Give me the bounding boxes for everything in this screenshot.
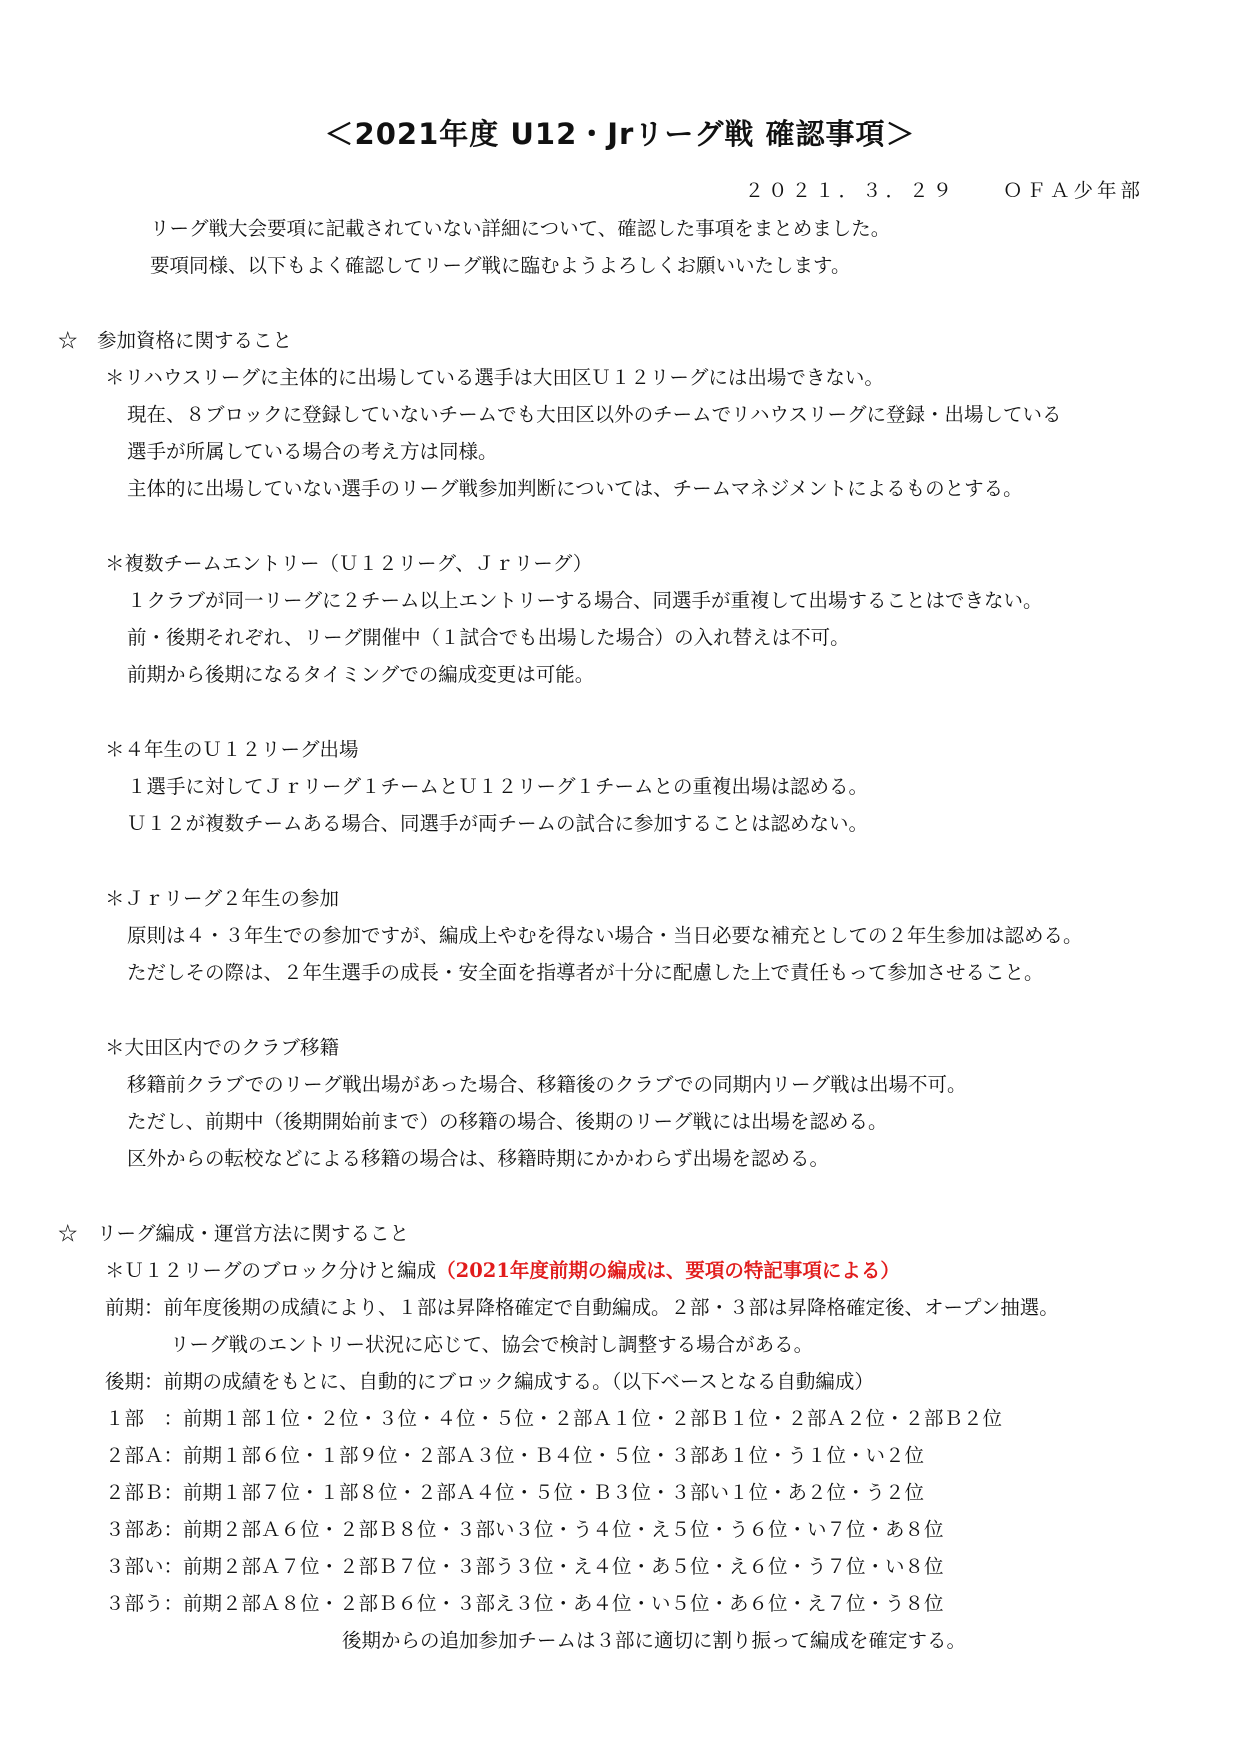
first-half-rule-note: リーグ戦のエントリー状況に応じて、協会で検討し調整する場合がある。 [170,1333,814,1356]
division-3i-composition: ３部い：前期２部Ａ７位・２部Ｂ７位・３部う３位・え４位・あ５位・え６位・う７位・い８位 [105,1555,944,1578]
date-and-organization: ２０２１．３．２９ ＯＦＡ少年部 [744,179,1144,202]
intro-line-1: リーグ戦大会要項に記載されていない詳細について、確認した事項をまとめました。 [150,217,891,240]
section-heading-league-organization: ☆ リーグ編成・運営方法に関すること [58,1222,410,1245]
division-3u-composition: ３部う：前期２部Ａ８位・２部Ｂ６位・３部え３位・あ４位・い５位・あ６位・え７位・う８位 [105,1592,944,1615]
eligibility-multiple-entry-item: ＊複数チームエントリー（Ｕ１２リーグ、Ｊｒリーグ） [105,552,593,575]
eligibility-transfer-text: 区外からの転校などによる移籍の場合は、移籍時期にかかわらず出場を認める。 [127,1147,830,1170]
eligibility-transfer-text: 移籍前クラブでのリーグ戦出場があった場合、移籍後のクラブでの同期内リーグ戦は出場不可。 [127,1073,967,1096]
eligibility-multiple-entry-text: 前期から後期になるタイミングでの編成変更は可能。 [127,663,595,686]
eligibility-multiple-entry-text: 前・後期それぞれ、リーグ開催中（１試合でも出場した場合）の入れ替えは不可。 [127,626,850,649]
eligibility-transfer-text: ただし、前期中（後期開始前まで）の移籍の場合、後期のリーグ戦には出場を認める。 [127,1110,888,1133]
additional-teams-note: 後期からの追加参加チームは３部に適切に割り振って編成を確定する。 [342,1629,967,1652]
division-3a-composition: ３部あ：前期２部Ａ６位・２部Ｂ８位・３部い３位・う４位・え５位・う６位・い７位・あ８位 [105,1518,944,1541]
eligibility-rehouse-item: ＊リハウスリーグに主体的に出場している選手は大田区Ｕ１２リーグには出場できない。 [105,366,884,389]
division-2a-composition: ２部Ａ：前期１部６位・１部９位・２部Ａ３位・Ｂ４位・５位・３部あ１位・う１位・い２位 [105,1444,925,1467]
second-half-rule: 後期：前期の成績をもとに、自動的にブロック編成する。（以下ベースとなる自動編成） [105,1370,874,1393]
page-title: ＜2021年度 U12・Jrリーグ戦 確認事項＞ [324,117,916,151]
section-heading-eligibility: ☆ 参加資格に関すること [58,329,293,352]
intro-line-2: 要項同様、以下もよく確認してリーグ戦に臨むようよろしくお願いいたします。 [150,254,851,277]
eligibility-4th-grade-item: ＊４年生のＵ１２リーグ出場 [105,738,359,761]
eligibility-transfer-item: ＊大田区内でのクラブ移籍 [105,1036,340,1059]
division-2b-composition: ２部Ｂ：前期１部７位・１部８位・２部Ａ４位・５位・Ｂ３位・３部い１位・あ２位・う２位 [105,1481,925,1504]
eligibility-2nd-grade-text: ただしその際は、２年生選手の成長・安全面を指導者が十分に配慮した上で責任もって参加させること。 [127,961,1044,984]
u12-block-division-item [105,1258,900,1284]
eligibility-4th-grade-text: Ｕ１２が複数チームある場合、同選手が両チームの試合に参加することは認めない。 [127,812,869,835]
eligibility-rehouse-text: 主体的に出場していない選手のリーグ戦参加判断については、チームマネジメントによるものとする。 [127,477,1023,500]
first-half-rule: 前期：前年度後期の成績により、１部は昇降格確定で自動編成。２部・３部は昇降格確定後、オープン抽選。 [105,1296,1059,1319]
u12-block-division-note: （2021年度前期の編成は、要項の特記事項による） [436,1259,900,1282]
u12-block-division-heading: ＊Ｕ１２リーグのブロック分けと編成 [105,1259,437,1282]
eligibility-rehouse-text: 現在、８ブロックに登録していないチームでも大田区以外のチームでリハウスリーグに登録・出場している [127,403,1062,426]
eligibility-rehouse-text: 選手が所属している場合の考え方は同様。 [127,440,498,463]
eligibility-multiple-entry-text: １クラブが同一リーグに２チーム以上エントリーする場合、同選手が重複して出場することはできない。 [127,589,1043,612]
eligibility-2nd-grade-item: ＊Ｊｒリーグ２年生の参加 [105,887,340,910]
division-1-composition: １部 ：前期１部１位・２位・３位・４位・５位・２部Ａ１位・２部Ｂ１位・２部Ａ２位・２部Ｂ２位 [105,1407,1003,1430]
eligibility-4th-grade-text: １選手に対してＪｒリーグ１チームとＵ１２リーグ１チームとの重複出場は認める。 [127,775,869,798]
eligibility-2nd-grade-text: 原則は４・３年生での参加ですが、編成上やむを得ない場合・当日必要な補充としての２年生参加は認める。 [127,924,1083,947]
